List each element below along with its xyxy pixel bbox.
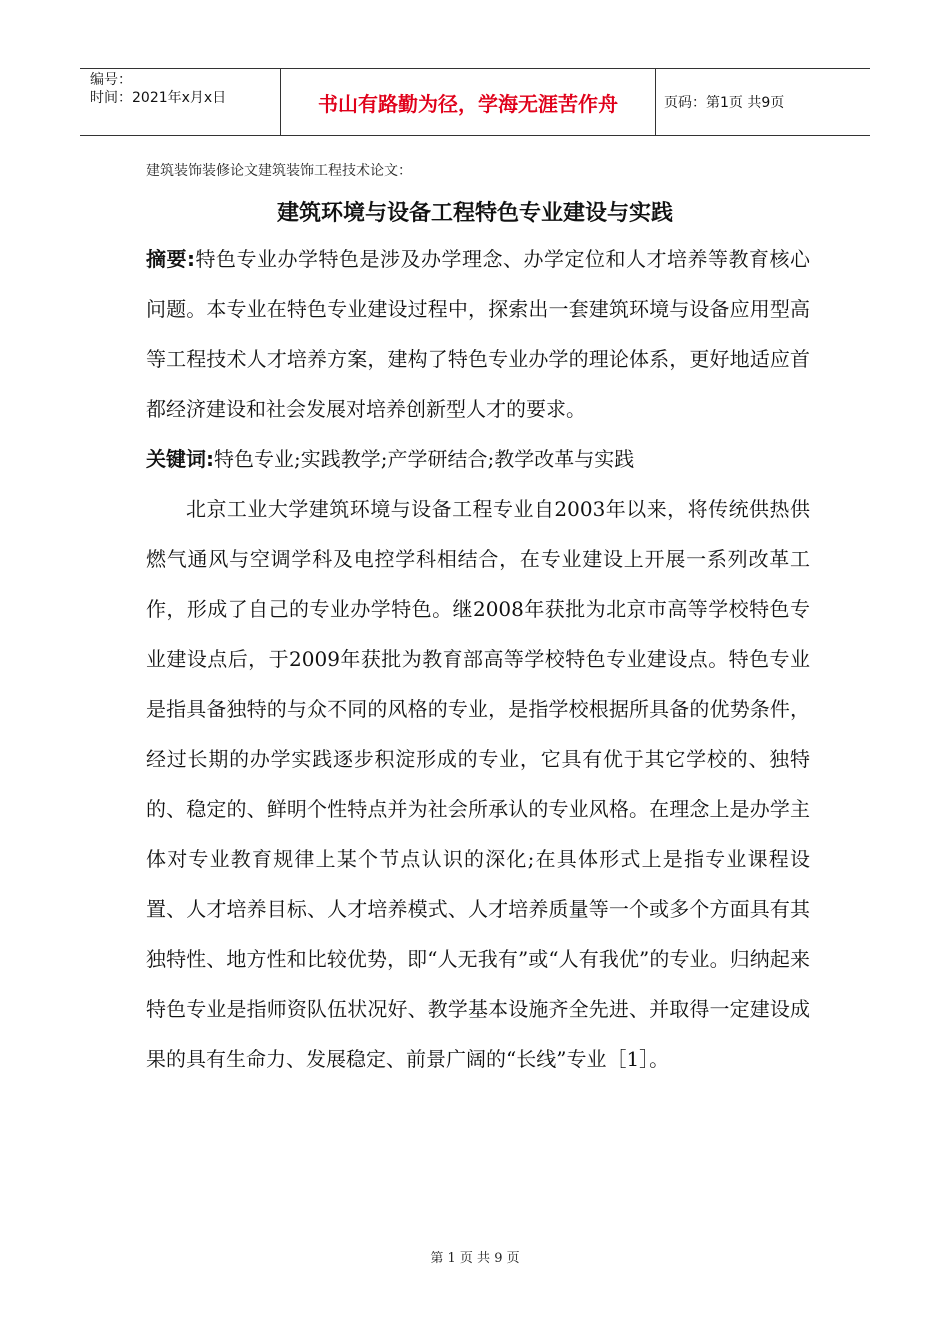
page-footer: 第 1 页 共 9 页 bbox=[430, 1251, 520, 1266]
header-motto: 书山有路勤为径，学海无涯苦作舟 bbox=[281, 69, 656, 135]
document-body bbox=[146, 234, 810, 1084]
keywords-paragraph bbox=[146, 434, 810, 484]
keywords-label: 关键词: bbox=[146, 447, 214, 471]
breadcrumb: 建筑装饰装修论文建筑装饰工程技术论文： bbox=[146, 163, 412, 179]
page-header bbox=[80, 68, 870, 136]
header-page-info: 页码：第1页 共9页 bbox=[664, 95, 785, 111]
page-title: 建筑环境与设备工程特色专业建设与实践 bbox=[276, 201, 673, 226]
keywords-text: 特色专业;实践教学;产学研结合;教学改革与实践 bbox=[214, 447, 635, 471]
document-date: 时间：2021年x月x日 bbox=[90, 90, 227, 106]
abstract-paragraph bbox=[146, 234, 810, 434]
abstract-label: 摘要: bbox=[146, 247, 195, 271]
header-meta bbox=[80, 69, 281, 135]
body-paragraph: 北京工业大学建筑环境与设备工程专业自2003年以来，将传统供热供燃气通风与空调学科及电控学科相结合，在专业建设上开展一系列改革工作，形成了自己的专业办学特色。继2008年获批为北京市高等学校特色专业建设点后，于2009年获批为教育部高等学校特色专业建设点。特色专业是指具备独特的与众不同的风格的专业，是指学校根据所具备的优势条件，经过长期的办学实践逐步积淀形成的专业，它具有优于其它学校的、独特的、稳定的、鲜明个性特点并为社会所承认的专业风格。在理念上是办学主体对专业教育规律上某个节点认识的深化;在具体形式上是指专业课程设置、人才培养目标、人才培养模式、人才培养质量等一个或多个方面具有其独特性、地方性和比较优势，即“人无我有”或“人有我优”的专业。归纳起来特色专业是指师资队伍状况好、教学基本设施齐全先进、并取得一定建设成果的具有生命力、发展稳定、前景广阔的“长线”专业［1］。 bbox=[146, 497, 810, 1071]
abstract-text: 特色专业办学特色是涉及办学理念、办学定位和人才培养等教育核心问题。本专业在特色专业建设过程中，探索出一套建筑环境与设备应用型高等工程技术人才培养方案，建构了特色专业办学的理论体系，更好地适应首都经济建设和社会发展对培养创新型人才的要求。 bbox=[146, 247, 810, 421]
document-number-label: 编号： bbox=[90, 72, 132, 88]
